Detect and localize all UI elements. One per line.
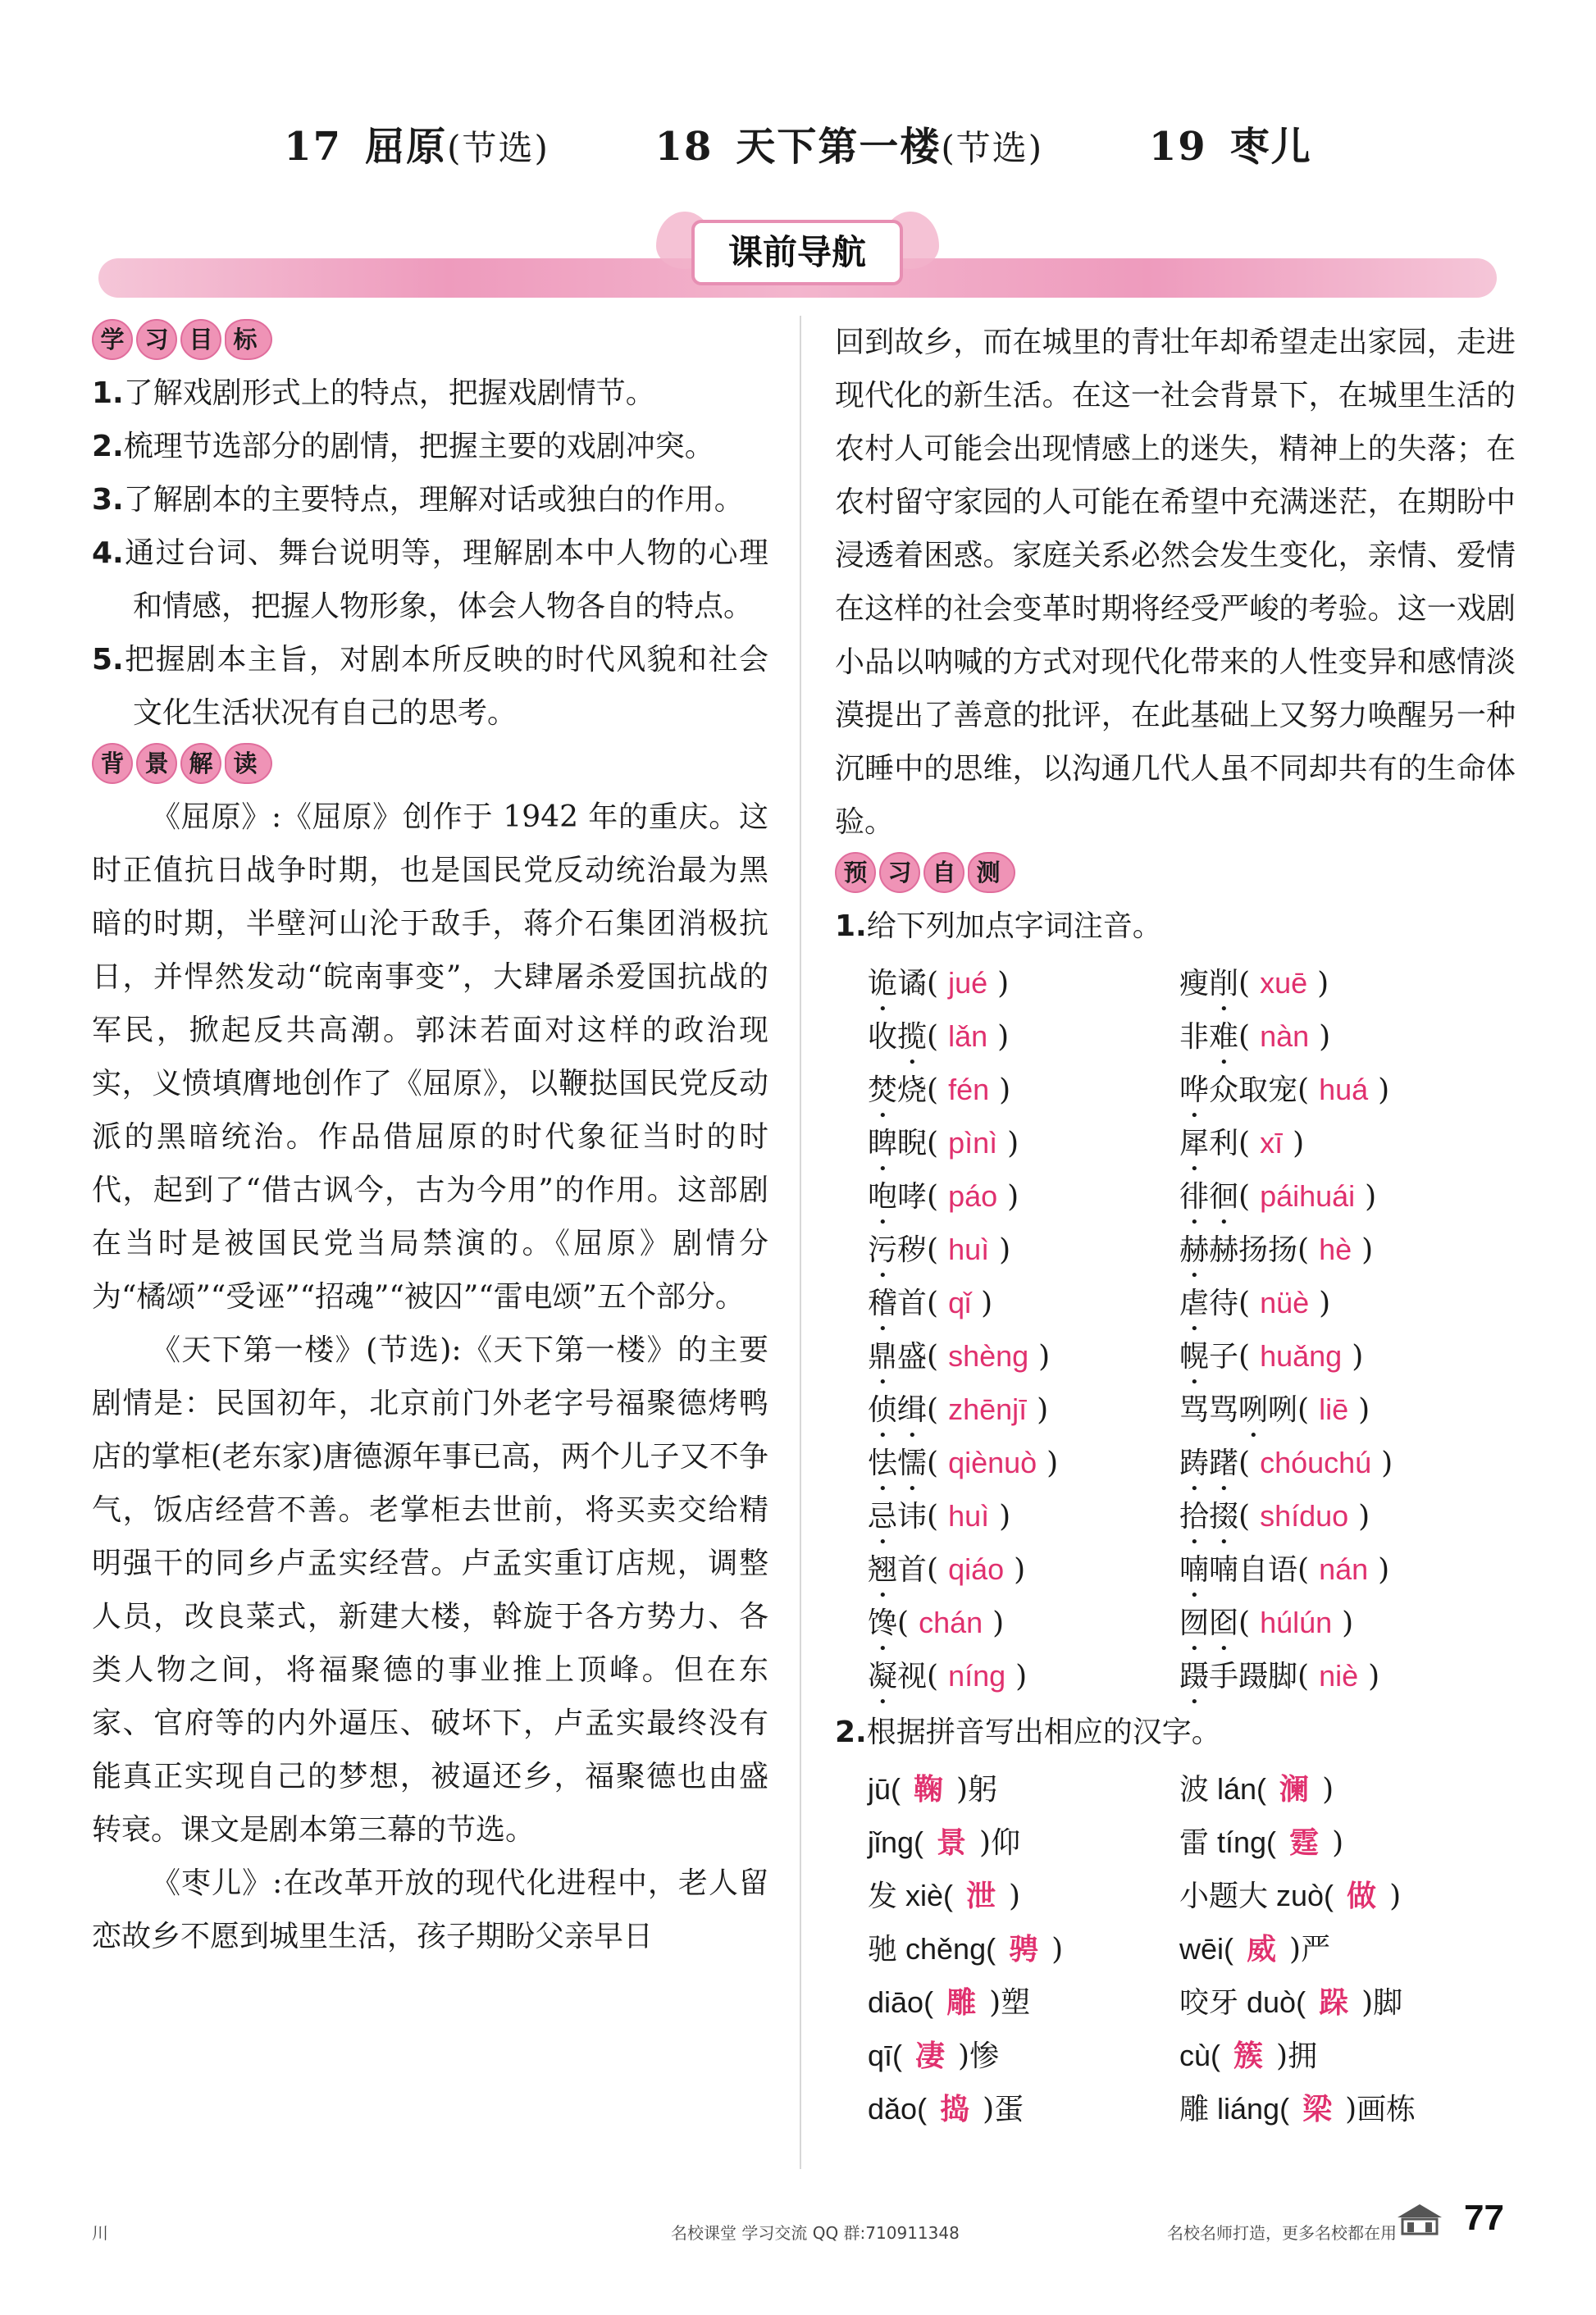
learning-goals-tag: 学 习 目 标 <box>92 319 768 360</box>
open-paren: ( <box>1238 1447 1251 1480</box>
close-paren: ) <box>999 1500 1011 1533</box>
word-suffix: )画栋 <box>1345 2093 1416 2126</box>
dotted-character: 喃 <box>1179 1553 1210 1587</box>
close-paren: ) <box>1038 1340 1051 1374</box>
pinyin-item <box>868 1116 1179 1169</box>
hanzi-item <box>1179 1975 1524 2029</box>
open-paren: ( <box>927 1287 939 1320</box>
dotted-character: 污 <box>868 1233 898 1267</box>
word-suffix: 待 <box>1209 1287 1239 1320</box>
learning-goal-item <box>92 420 768 473</box>
learning-goal-text: 了解剧本的主要特点，理解对话或独白的作用。 <box>123 483 744 517</box>
dotted-character: 咧 <box>1238 1393 1269 1427</box>
dotted-character: 哗 <box>1179 1073 1210 1107</box>
word-suffix: ) <box>1051 1933 1064 1966</box>
pinyin-answer: pìnì <box>948 1126 998 1160</box>
open-paren: ( <box>1297 1233 1310 1267</box>
pinyin-answer: xuē <box>1260 966 1308 1000</box>
open-paren: ( <box>927 967 939 1000</box>
word-suffix: )拥 <box>1276 2039 1318 2073</box>
lesson-19: 19 枣儿 <box>1148 124 1312 170</box>
hanzi-item <box>868 1762 1179 1816</box>
close-paren: ) <box>1317 967 1329 1000</box>
close-paren: ) <box>1037 1393 1049 1427</box>
publisher-logo-icon <box>1394 2199 1445 2240</box>
dotted-character: 拾掇 <box>1179 1500 1239 1533</box>
open-paren: ( <box>1238 1127 1251 1160</box>
pinyin-answer: páo <box>948 1179 998 1213</box>
word-suffix: )脚 <box>1361 1986 1403 2020</box>
open-paren: ( <box>927 1180 939 1214</box>
pinyin-prompt: 波 lán( <box>1179 1772 1267 1806</box>
hanzi-answer: 霆 <box>1289 1825 1320 1860</box>
word-suffix: 喃自语 <box>1209 1553 1298 1587</box>
hanzi-answer: 簇 <box>1233 2039 1264 2073</box>
open-paren: ( <box>897 1606 910 1640</box>
hanzi-answer: 雕 <box>946 1985 977 2020</box>
pinyin-answer: shíduo <box>1260 1499 1349 1533</box>
pinyin-answer: jué <box>948 966 988 1000</box>
dotted-character: 幌 <box>1179 1340 1210 1374</box>
word-suffix: 讳 <box>897 1500 928 1533</box>
open-paren: ( <box>927 1020 939 1054</box>
word-suffix: )蛋 <box>983 2093 1024 2126</box>
question-1-title: 1.给下列加点字词注音。 <box>835 909 1162 943</box>
hanzi-answer: 澜 <box>1279 1772 1310 1807</box>
pinyin-item <box>868 1009 1179 1063</box>
dotted-character: 馋 <box>868 1606 898 1640</box>
pinyin-prompt: jū( <box>868 1772 901 1806</box>
close-paren: ) <box>1015 1660 1028 1693</box>
dotted-character: 踌躇 <box>1179 1447 1239 1480</box>
word-suffix: 盛 <box>897 1340 928 1374</box>
background-tag: 背 景 解 读 <box>92 743 768 784</box>
dotted-character: 虐 <box>1179 1287 1210 1320</box>
pinyin-prompt: jǐng( <box>868 1825 924 1859</box>
pinyin-prompt: 发 xiè( <box>868 1879 954 1912</box>
pinyin-answer: páihuái <box>1260 1179 1356 1213</box>
close-paren: ) <box>1342 1606 1354 1640</box>
column-divider <box>800 316 801 2169</box>
word-suffix: 众取宠 <box>1209 1073 1298 1107</box>
pinyin-answer: chóuchú <box>1260 1446 1372 1479</box>
word-prefix: 收 <box>868 1020 898 1054</box>
hanzi-item <box>1179 1816 1524 1869</box>
pinyin-item <box>1179 956 1524 1009</box>
word-suffix: )仰 <box>979 1826 1021 1860</box>
pinyin-answer: niè <box>1319 1659 1359 1693</box>
dotted-character: 咆 <box>868 1180 898 1214</box>
learning-goal-text: 了解戏剧形式上的特点，把握戏剧情节。 <box>123 376 655 410</box>
hanzi-item <box>1179 1869 1524 1922</box>
word-suffix: 子 <box>1209 1340 1239 1374</box>
pinyin-item <box>868 1596 1179 1649</box>
pinyin-item <box>1179 1436 1524 1489</box>
open-paren: ( <box>927 1553 939 1587</box>
lesson-17: 17 屈原(节选) <box>284 124 549 170</box>
hanzi-answer: 鞠 <box>914 1772 944 1807</box>
pinyin-item <box>1179 1169 1524 1223</box>
open-paren: ( <box>927 1073 939 1107</box>
page-title <box>0 115 1596 171</box>
open-paren: ( <box>1238 1020 1251 1054</box>
pinyin-item <box>868 1223 1179 1276</box>
hanzi-answer-grid <box>835 1762 1516 2135</box>
hanzi-item <box>1179 1922 1524 1975</box>
open-paren: ( <box>1297 1660 1310 1693</box>
dotted-character: 囫囵 <box>1179 1606 1239 1640</box>
pinyin-item <box>1179 1596 1524 1649</box>
word-suffix: 视 <box>897 1660 928 1693</box>
pinyin-answer: hè <box>1319 1233 1352 1266</box>
pinyin-answer: qiènuò <box>948 1446 1037 1479</box>
pinyin-item <box>868 1649 1179 1702</box>
pinyin-item <box>1179 1276 1524 1329</box>
footer-group-info: 名校课堂 学习交流 QQ 群:710911348 <box>671 2223 960 2243</box>
close-paren: ) <box>1319 1287 1331 1320</box>
close-paren: ) <box>1293 1127 1305 1160</box>
dotted-character: 翘 <box>868 1553 898 1587</box>
pinyin-item <box>1179 1489 1524 1543</box>
hanzi-item <box>868 1869 1179 1922</box>
pinyin-prompt: 雕 liáng( <box>1179 2092 1290 2126</box>
learning-goal-item <box>92 526 768 633</box>
close-paren: ) <box>1378 1073 1390 1107</box>
learning-goals-list <box>92 367 768 740</box>
word-suffix: 首 <box>897 1287 928 1320</box>
dotted-character: 焚 <box>868 1073 898 1107</box>
pinyin-item <box>868 1383 1179 1436</box>
hanzi-item <box>1179 2029 1524 2082</box>
word-suffix: ) <box>1009 1880 1021 1913</box>
pinyin-answer: qǐ <box>948 1286 972 1319</box>
hanzi-item <box>868 1922 1179 1975</box>
open-paren: ( <box>1238 1500 1251 1533</box>
pinyin-answer: huá <box>1319 1073 1369 1106</box>
pinyin-prompt: diāo( <box>868 1985 934 2019</box>
hanzi-item <box>868 2029 1179 2082</box>
dotted-character: 怯懦 <box>868 1447 928 1480</box>
pinyin-prompt: 咬牙 duò( <box>1179 1985 1306 2019</box>
pinyin-item <box>1179 1543 1524 1596</box>
background-paragraph-quyuan: 《屈原》:《屈原》创作于 1942 年的重庆。这时正值抗日战争时期，也是国民党反动统治最为黑暗的时期，半壁河山沦于敌手，蒋介石集团消极抗日，并悍然发动“皖南事变”，大肆屠杀爱国抗战的军民，掀起反共高潮。郭沫若面对这样的政治现实，义愤填膺地创作了《屈原》，以鞭挞国民党反动派的黑暗统治。作品借屈原的时代象征当时的时代，起到了“借古讽今，古为今用”的作用。这部剧在当时是被国民党当局禁演的。《屈原》剧情分为“橘颂”“受诬”“招魂”“被囚”“雷电颂”五个部分。 <box>92 800 768 1314</box>
close-paren: ) <box>1047 1447 1059 1480</box>
pinyin-item <box>868 1276 1179 1329</box>
pinyin-answer: huì <box>948 1499 990 1533</box>
open-paren: ( <box>1238 1340 1251 1374</box>
page-number: 77 <box>1464 2198 1504 2238</box>
pinyin-answer: húlún <box>1260 1606 1333 1639</box>
learning-goal-text: 把握剧本主旨，对剧本所反映的时代风貌和社会文化生活状况有自己的思考。 <box>123 643 768 730</box>
word-suffix: 利 <box>1209 1127 1239 1160</box>
pinyin-prompt: wēi( <box>1179 1932 1234 1966</box>
hanzi-item <box>868 1816 1179 1869</box>
open-paren: ( <box>927 1447 939 1480</box>
hanzi-answer: 景 <box>937 1825 967 1860</box>
learning-goal-item <box>92 367 768 420</box>
pinyin-answer: huì <box>948 1233 990 1266</box>
word-suffix: ) <box>1389 1880 1402 1913</box>
close-paren: ) <box>1007 1180 1019 1214</box>
hanzi-item <box>1179 2082 1524 2135</box>
word-suffix: )躬 <box>956 1773 998 1807</box>
word-suffix: )惨 <box>958 2039 1000 2073</box>
hanzi-answer: 凄 <box>915 2039 946 2073</box>
close-paren: ) <box>1358 1393 1370 1427</box>
pinyin-prompt: cù( <box>1179 2039 1221 2072</box>
pinyin-item <box>1179 1383 1524 1436</box>
open-paren: ( <box>1297 1393 1310 1427</box>
close-paren: ) <box>981 1287 993 1320</box>
hanzi-answer: 做 <box>1347 1879 1377 1913</box>
open-paren: ( <box>1238 1287 1251 1320</box>
hanzi-item <box>868 2082 1179 2135</box>
pinyin-answer: nàn <box>1260 1019 1310 1053</box>
close-paren: ) <box>1368 1660 1380 1693</box>
pinyin-answer-grid <box>835 956 1516 1702</box>
dotted-character: 忌 <box>868 1500 898 1533</box>
word-suffix: 秽 <box>897 1233 928 1267</box>
close-paren: ) <box>997 967 1010 1000</box>
left-column <box>92 316 768 1963</box>
dotted-character: 睥 <box>868 1127 898 1160</box>
word-prefix: 骂骂 <box>1179 1393 1239 1427</box>
pinyin-answer: liē <box>1319 1392 1349 1426</box>
learning-goal-number: 3. <box>92 483 124 517</box>
right-column <box>835 316 1516 2135</box>
pinyin-answer: nüè <box>1260 1286 1310 1319</box>
learning-goal-number: 2. <box>92 430 124 463</box>
open-paren: ( <box>1297 1553 1310 1587</box>
word-suffix: 烧 <box>897 1073 928 1107</box>
background-paragraph-zaoer-continued: 回到故乡，而在城里的青壮年却希望走出家园，走进现代化的新生活。在这一社会背景下，在城里生活的农村人可能会出现情感上的迷失，精神上的失落；在农村留守家园的人可能在希望中充满迷茫，在期盼中浸透着困惑。家庭关系必然会发生变化，亲情、爱情在这样的社会变革时期将经受严峻的考验。这一戏剧小品以呐喊的方式对现代化带来的人性变异和感情淡漠提出了善意的批评，在此基础上又努力唤醒另一种沉睡中的思维，以沟通几代人虽不同却共有的生命体验。 <box>835 326 1516 839</box>
pinyin-item <box>868 956 1179 1009</box>
word-suffix: )严 <box>1289 1933 1331 1966</box>
learning-goal-text: 通过台词、舞台说明等，理解剧本中人物的心理和情感，把握人物形象，体会人物各自的特点。 <box>123 536 768 623</box>
hanzi-answer: 泄 <box>966 1879 996 1913</box>
close-paren: ) <box>1361 1233 1374 1267</box>
close-paren: ) <box>1007 1127 1019 1160</box>
word-suffix: 睨 <box>897 1127 928 1160</box>
pinyin-prompt: 小题大 zuò( <box>1179 1879 1334 1912</box>
hanzi-answer: 捣 <box>940 2092 970 2126</box>
close-paren: ) <box>992 1606 1005 1640</box>
dotted-character: 揽 <box>897 1020 928 1054</box>
open-paren: ( <box>927 1233 939 1267</box>
dotted-character: 蹑 <box>1179 1660 1210 1693</box>
pinyin-answer: níng <box>948 1659 1006 1693</box>
learning-goal-item <box>92 633 768 740</box>
word-suffix: 哮 <box>897 1180 928 1214</box>
close-paren: ) <box>997 1020 1010 1054</box>
dotted-character: 削 <box>1209 967 1239 1000</box>
dotted-character: 鼎 <box>868 1340 898 1374</box>
pinyin-item <box>868 1329 1179 1383</box>
open-paren: ( <box>927 1393 939 1427</box>
close-paren: ) <box>1378 1553 1390 1587</box>
open-paren: ( <box>1297 1073 1310 1107</box>
pinyin-item <box>868 1169 1179 1223</box>
learning-goal-number: 5. <box>92 643 124 677</box>
pinyin-item <box>868 1543 1179 1596</box>
close-paren: ) <box>999 1233 1011 1267</box>
pinyin-answer: fén <box>948 1073 990 1106</box>
pinyin-item <box>868 1436 1179 1489</box>
pinyin-item <box>1179 1116 1524 1169</box>
hanzi-answer: 威 <box>1247 1932 1277 1966</box>
word-suffix: 手蹑脚 <box>1209 1660 1298 1693</box>
word-suffix: 首 <box>897 1553 928 1587</box>
dotted-character: 侦缉 <box>868 1393 928 1427</box>
close-paren: ) <box>1319 1020 1331 1054</box>
word-prefix: 瘦 <box>1179 967 1210 1000</box>
lesson-18: 18 天下第一楼(节选) <box>654 124 1044 170</box>
open-paren: ( <box>927 1660 939 1693</box>
close-paren: ) <box>999 1073 1011 1107</box>
section-banner-label: 课前导航 <box>691 220 903 285</box>
footer-region: 川 <box>92 2223 108 2243</box>
pinyin-answer: chán <box>919 1606 983 1639</box>
open-paren: ( <box>1238 1180 1251 1214</box>
hanzi-answer: 骋 <box>1009 1932 1039 1966</box>
pinyin-answer: qiáo <box>948 1552 1005 1586</box>
dotted-character: 诡 <box>868 967 898 1000</box>
pinyin-prompt: 驰 chěng( <box>868 1932 996 1966</box>
dotted-character: 犀 <box>1179 1127 1210 1160</box>
close-paren: ) <box>1365 1180 1377 1214</box>
pinyin-item <box>1179 1329 1524 1383</box>
hanzi-item <box>868 1975 1179 2029</box>
close-paren: ) <box>1014 1553 1026 1587</box>
word-suffix: ) <box>1332 1826 1344 1860</box>
pinyin-prompt: qī( <box>868 2039 903 2072</box>
pinyin-answer: nán <box>1319 1552 1369 1586</box>
close-paren: ) <box>1352 1340 1364 1374</box>
preview-tag: 预 习 自 测 <box>835 852 1516 893</box>
hanzi-item <box>1179 1762 1524 1816</box>
word-suffix: 赫扬扬 <box>1209 1233 1298 1267</box>
learning-goal-text: 梳理节选部分的剧情，把握主要的戏剧冲突。 <box>123 430 714 463</box>
dotted-character: 凝 <box>868 1660 898 1693</box>
footer-slogan: 名校名师打造，更多名校都在用 <box>1167 2223 1397 2243</box>
pinyin-item <box>1179 1009 1524 1063</box>
word-suffix: 谲 <box>897 967 928 1000</box>
pinyin-prompt: dǎo( <box>868 2092 928 2126</box>
pinyin-answer: xī <box>1260 1126 1284 1160</box>
dotted-character: 赫 <box>1179 1233 1210 1267</box>
open-paren: ( <box>1238 967 1251 1000</box>
pinyin-item <box>868 1063 1179 1116</box>
word-suffix: )塑 <box>989 1986 1031 2020</box>
pinyin-prompt: 雷 tíng( <box>1179 1825 1277 1859</box>
dotted-character: 徘徊 <box>1179 1180 1239 1214</box>
dotted-character: 稽 <box>868 1287 898 1320</box>
learning-goal-number: 1. <box>92 376 124 410</box>
question-2-title: 2.根据拼音写出相应的汉字。 <box>835 1716 1221 1749</box>
pinyin-item <box>1179 1063 1524 1116</box>
open-paren: ( <box>927 1340 939 1374</box>
pinyin-answer: huǎng <box>1260 1339 1343 1373</box>
pinyin-answer: zhēnjī <box>948 1392 1028 1426</box>
pinyin-item <box>1179 1223 1524 1276</box>
word-suffix: ) <box>1322 1773 1334 1807</box>
word-prefix: 非 <box>1179 1020 1210 1054</box>
pinyin-answer: lǎn <box>948 1019 988 1053</box>
close-paren: ) <box>1358 1500 1370 1533</box>
pinyin-item <box>868 1489 1179 1543</box>
pinyin-answer: shèng <box>948 1339 1029 1373</box>
background-paragraph-zaoer: 《枣儿》:在改革开放的现代化进程中，老人留恋故乡不愿到城里生活，孩子期盼父亲早日 <box>92 1866 768 1953</box>
close-paren: ) <box>1381 1447 1393 1480</box>
open-paren: ( <box>927 1127 939 1160</box>
word-suffix: 咧 <box>1268 1393 1298 1427</box>
background-paragraph-tianxia: 《天下第一楼》(节选):《天下第一楼》的主要剧情是：民国初年，北京前门外老字号福聚德烤鸭店的掌柜(老东家)唐德源年事已高，两个儿子又不争气，饭店经营不善。老掌柜去世前，将买卖交给精明强干的同乡卢孟实经营。卢孟实重订店规，调整人员，改良菜式，新建大楼，斡旋于各方势力、各类人物之间，将福聚德的事业推上顶峰。但在东家、官府等的内外逼压、破坏下，卢孟实最终没有能真正实现自己的梦想，被逼还乡，福聚德也由盛转衰。课文是剧本第三幕的节选。 <box>92 1333 768 1847</box>
pinyin-item <box>1179 1649 1524 1702</box>
dotted-character: 难 <box>1209 1020 1239 1054</box>
hanzi-answer: 梁 <box>1302 2092 1333 2126</box>
learning-goal-item <box>92 473 768 526</box>
open-paren: ( <box>927 1500 939 1533</box>
learning-goal-number: 4. <box>92 536 124 570</box>
open-paren: ( <box>1238 1606 1251 1640</box>
hanzi-answer: 跺 <box>1319 1985 1349 2020</box>
